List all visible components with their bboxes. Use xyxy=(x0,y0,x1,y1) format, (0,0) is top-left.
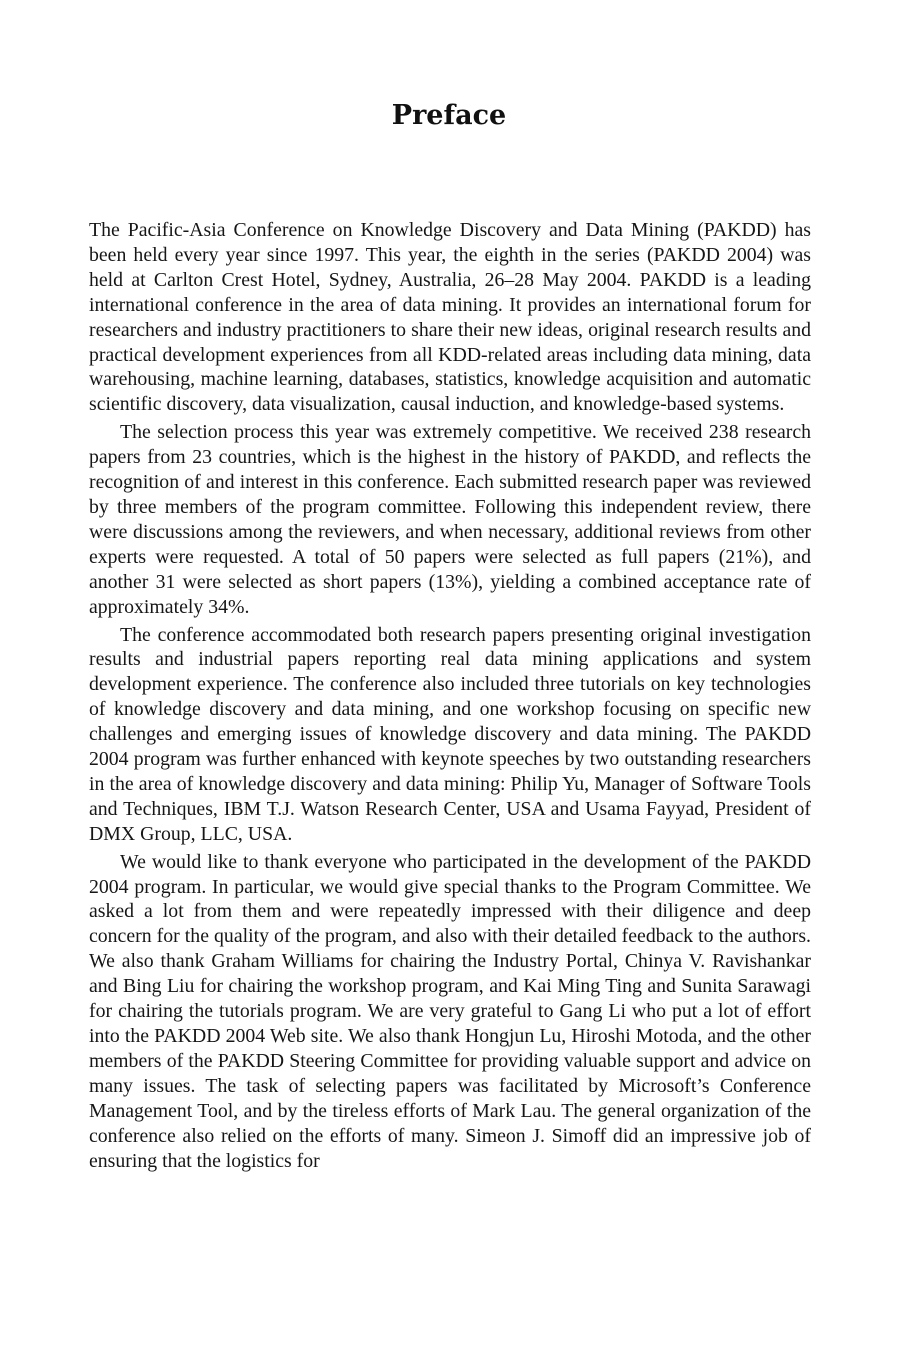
paragraph-2: The selection process this year was extremely competitive. We received 238 research papers from 23 countries, which is the highest in the history of PAKDD, and reflects the recognition of and interest in this conference. Each submitted research paper was reviewed by three members of the program committee. Following this independent review, there were discussions among the reviewers, and when necessary, additional reviews from other experts were requested. A total of 50 papers were selected as full papers (21%), and another 31 were selected as short papers (13%), yielding a combined acceptance rate of approximately 34%. xyxy=(89,421,811,618)
paragraph-1: The Pacific-Asia Conference on Knowledge Discovery and Data Mining (PAKDD) has been held every year since 1997. This year, the eighth in the series (PAKDD 2004) was held at Carlton Crest Hotel, Sydney, Australia, 26–28 May 2004. PAKDD is a leading international conference in the area of data mining. It provides an international forum for researchers and industry practitioners to share their new ideas, original research results and practical development experiences from all KDD-related areas including data mining, data warehousing, machine learning, databases, statistics, knowledge acquisition and automatic scientific discovery, data visualization, causal induction, and knowledge-based systems. xyxy=(89,219,811,416)
paragraph-3: The conference accommodated both research papers presenting original investigation results and industrial papers reporting real data mining applications and system development experience. The conference also included three tutorials on key technologies of knowledge discovery and data mining, and one workshop focusing on specific new challenges and emerging issues of knowledge discovery and data mining. The PAKDD 2004 program was further enhanced with keynote speeches by two outstanding researchers in the area of knowledge discovery and data mining: Philip Yu, Manager of Software Tools and Techniques, IBM T.J. Watson Research Center, USA and Usama Fayyad, President of DMX Group, LLC, USA. xyxy=(89,623,811,845)
paragraph-4: We would like to thank everyone who participated in the development of the PAKDD 2004 program. In particular, we would give special thanks to the Program Committee. We asked a lot from them and were repeatedly impressed with their diligence and deep concern for the quality of the program, and also with their detailed feedback to the authors. We also thank Graham Williams for chairing the Industry Portal, Chinya V. Ravishankar and Bing Liu for chairing the workshop program, and Kai Ming Ting and Sunita Sarawagi for chairing the tutorials program. We are very grateful to Gang Li who put a lot of effort into the PAKDD 2004 Web site. We also thank Hongjun Lu, Hiroshi Motoda, and the other members of the PAKDD Steering Committee for providing valuable support and advice on many issues. The task of selecting papers was facilitated by Microsoft’s Conference Management Tool, and by the tireless efforts of Mark Lau. The general organization of the conference also relied on the efforts of many. Simeon J. Simoff did an impressive job of ensuring that the logistics for xyxy=(89,850,811,1172)
page-title: Preface xyxy=(391,100,507,131)
preface-body xyxy=(89,218,811,1173)
